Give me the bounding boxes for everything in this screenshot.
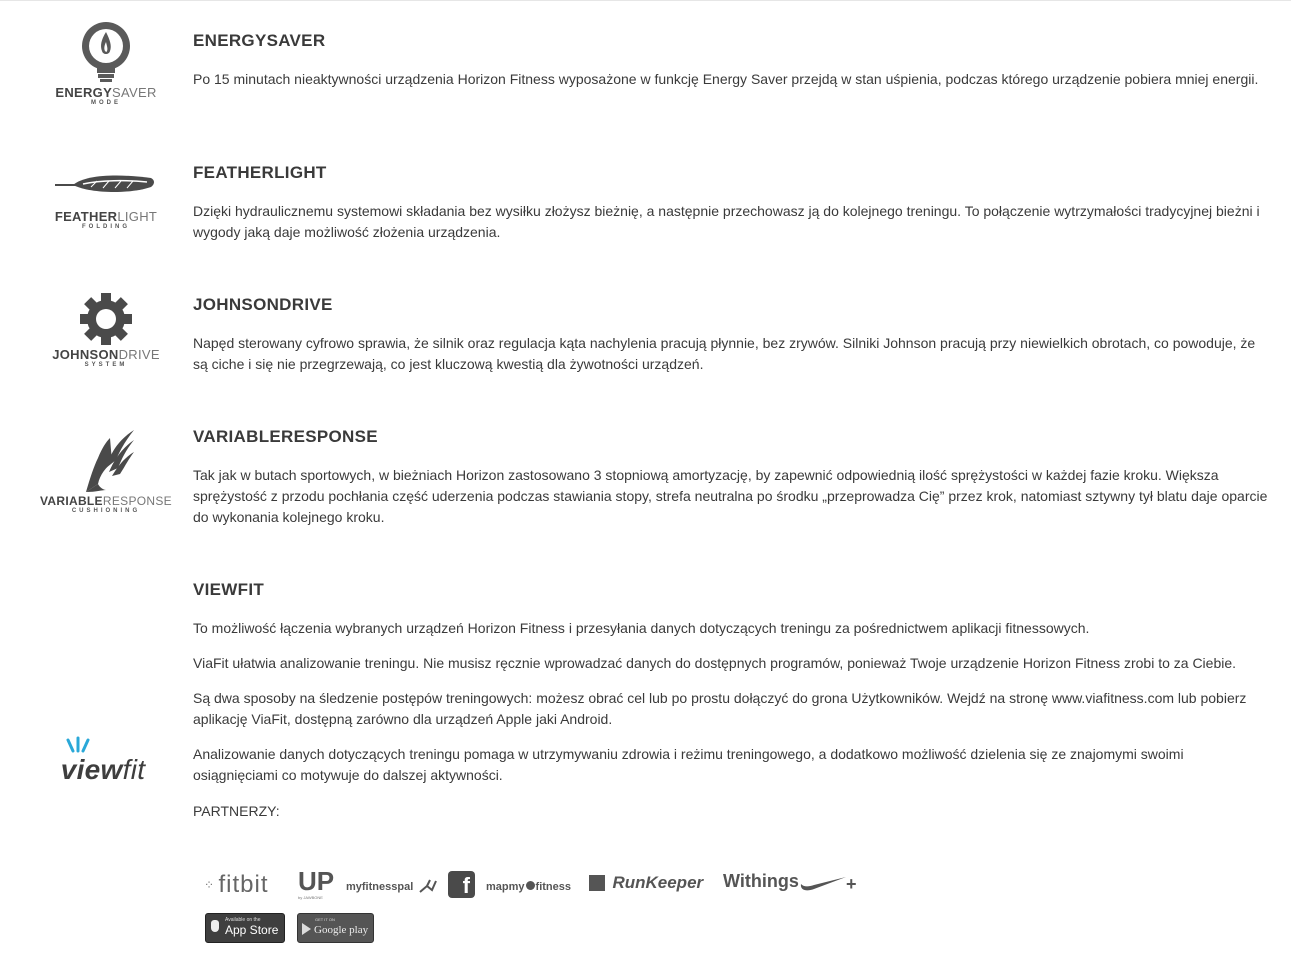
viewfit-brand: viewfit <box>60 754 146 785</box>
feature-title: VIEWFIT <box>193 580 265 599</box>
google-play-icon <box>302 923 311 935</box>
top-divider <box>0 0 1291 1</box>
apple-icon <box>211 920 219 932</box>
johnsondrive-sub: SYSTEM <box>84 362 128 368</box>
variableresponse-brand: VARIABLERESPONSE <box>40 494 172 508</box>
partner-myfitnesspal[interactable]: myfitnesspal <box>346 877 438 895</box>
app-store-badge[interactable]: Available on the App Store <box>205 913 285 943</box>
feature-text: Napęd sterowany cyfrowo sprawia, że silnik oraz regulacja kąta nachylenia pracują płynnie, bez zrywów. Silniki Johnson pracują przy niewielkich obrotach, co powoduje, że są ciche i się nie przegrzewają, co jest kluczową kwestią dla żywotności urządzeń. <box>193 335 1256 372</box>
runkeeper-icon <box>589 875 605 891</box>
partner-withings[interactable]: Withings <box>723 871 799 891</box>
nike-swoosh-icon <box>800 874 848 892</box>
johnsondrive-logo <box>36 292 176 369</box>
winged-foot-icon <box>76 428 136 494</box>
feature-title: FEATHERLIGHT <box>193 163 327 182</box>
viewfit-logo <box>36 736 176 784</box>
featherlight-brand: FEATHERLIGHT <box>54 209 158 224</box>
energysaver-content <box>193 31 1268 90</box>
feather-icon <box>51 172 161 198</box>
lightbulb-flame-icon <box>79 20 133 86</box>
runner-icon <box>418 878 438 894</box>
feature-text: Po 15 minutach nieaktywności urządzenia Horizon Fitness wyposażone w funkcję Energy Saver przejdą w stan uśpienia, podczas którego urządzenie pobiera mniej energii. <box>193 71 1259 87</box>
gear-icon <box>79 292 133 346</box>
energysaver-logo <box>36 20 176 107</box>
google-play-badge[interactable]: GET IT ON Google play <box>297 913 374 943</box>
featherlight-content <box>193 163 1268 243</box>
energysaver-brand: ENERGYSAVER <box>55 85 157 100</box>
partner-up[interactable]: UP by JAWBONE <box>298 866 335 900</box>
fitbit-dots-icon: ⁘ <box>204 878 215 892</box>
partner-mapmyfitness[interactable]: mapmy fitness <box>486 881 571 893</box>
johnsondrive-content <box>193 295 1268 375</box>
partner-fitbit[interactable]: ⁘ fitbit <box>204 871 269 898</box>
feature-text: Analizowanie danych dotyczących treningu pomaga w utrzymywaniu zdrowia i reżimu treningowego, a dodatkowo możliwość dzielenia się ze znajomymi swoimi osiągnięciami co motywuje do dalszej aktywności. <box>193 746 1184 783</box>
feature-title: VARIABLERESPONSE <box>193 427 378 446</box>
variableresponse-sub: CUSHIONING <box>71 508 141 514</box>
partner-facebook[interactable] <box>448 871 475 898</box>
feature-text: To możliwość łączenia wybranych urządzeń Horizon Fitness i przesyłania danych dotyczących treningu za pośrednictwem aplikacji fitnessowych. <box>193 620 1090 636</box>
partners-label: PARTNERZY: <box>193 803 280 819</box>
mapmyfitness-icon <box>526 881 535 890</box>
feature-text: Dzięki hydraulicznemu systemowi składania bez wysiłku złożysz bieżnię, a następnie przechowasz ją do kolejnego treningu. To połączenie wytrzymałości tradycyjnej bieżni i wygody jaką daje możliwość złożenia urządzenia. <box>193 203 1260 240</box>
feature-title: JOHNSONDRIVE <box>193 295 333 314</box>
energysaver-sub: MODE <box>91 100 121 106</box>
partner-runkeeper[interactable]: RunKeeper <box>589 873 703 893</box>
viewfit-rays-icon <box>58 736 98 756</box>
feature-text: Tak jak w butach sportowych, w bieżniach Horizon zastosowano 3 stopniową amortyzację, by zapewnić odpowiednią ilość sprężystości w każdej fazie kroku. Większa sprężystość z przodu pochłania część uderzenia podczas stawiania stopy, strefa neutralna po środku „przeprowadza Cię” przez krok, natomiast sztywny tył blatu daje oparcie do wykonania kolejnego kroku. <box>193 467 1268 525</box>
featherlight-logo <box>36 172 176 231</box>
variableresponse-content <box>193 427 1268 528</box>
variableresponse-logo <box>36 428 176 515</box>
featherlight-sub: FOLDING <box>82 224 130 230</box>
partner-nike-plus[interactable]: + <box>800 874 857 897</box>
feature-text: ViaFit ułatwia analizowanie treningu. Nie musisz ręcznie wprowadzać danych do dostępnych programów, ponieważ Twoje urządzenie Horizon Fitness zrobi to za Ciebie. <box>193 655 1237 671</box>
feature-text: Są dwa sposoby na śledzenie postępów treningowych: możesz obrać cel lub po prostu dołączyć do grona Użytkowników. Wejdź na stronę www.viafitness.com lub pobierz aplikację ViaFit, dostępną zarówno dla urządzeń Apple jaki Android. <box>193 690 1247 727</box>
partner-logos <box>200 868 900 902</box>
viewfit-content <box>193 580 1268 822</box>
johnsondrive-brand: JOHNSONDRIVE <box>52 347 160 362</box>
feature-title: ENERGYSAVER <box>193 31 326 50</box>
facebook-icon: f <box>448 871 475 898</box>
